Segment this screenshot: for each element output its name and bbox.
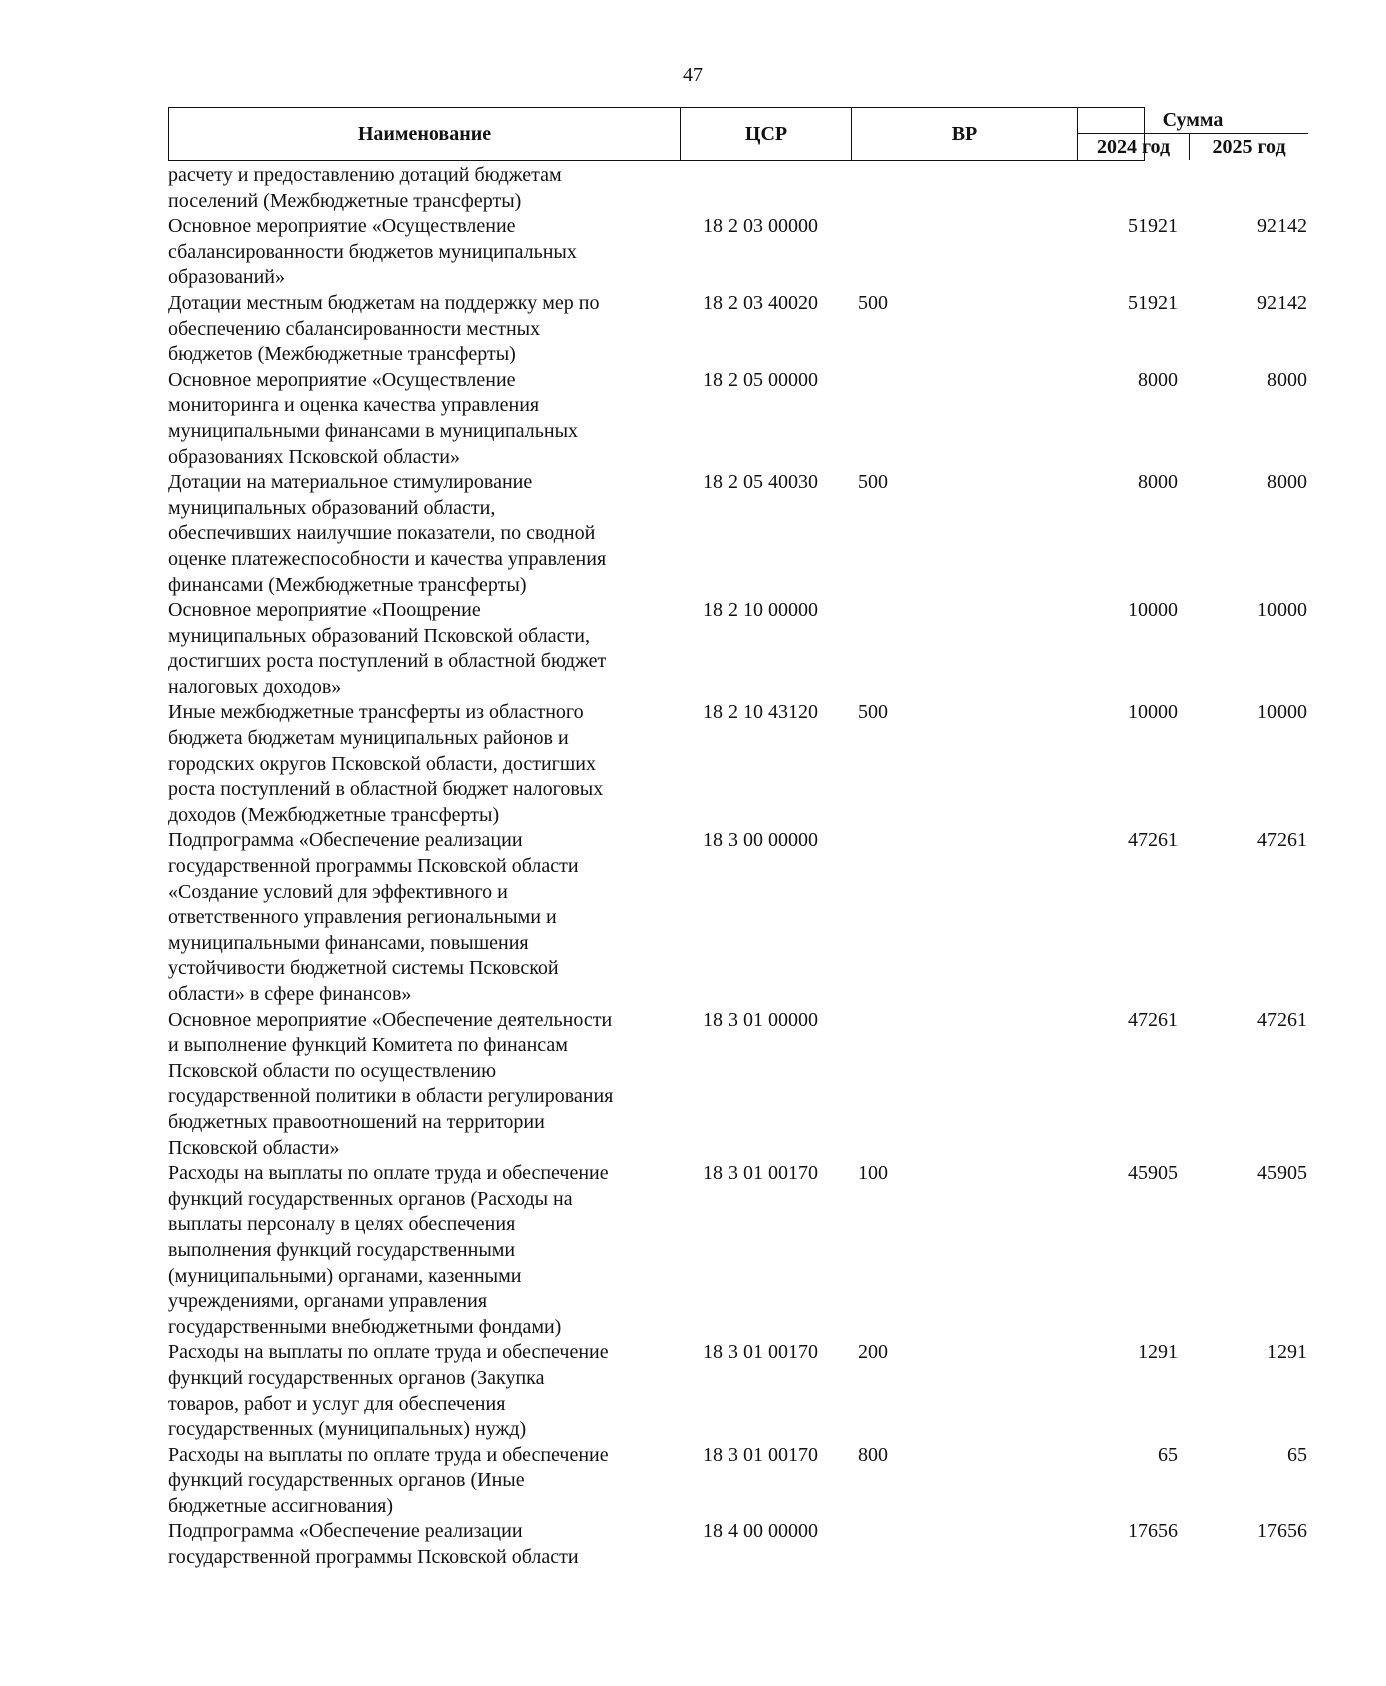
row-sum-2025: 47261	[1257, 1008, 1307, 1031]
row-sum-2025: 92142	[1257, 215, 1307, 238]
row-name: Иные межбюджетные трансферты из областного бюджета бюджетам муниципальных районов и городских округов Псковской области, достигших роста поступлений в областной бюджет налоговых доходов (Межбюджетные трансферты)	[168, 701, 604, 826]
row-sum-2024: 17656	[1128, 1520, 1178, 1543]
header-vr: ВР	[852, 108, 1078, 160]
row-csr: 18 4 00 00000	[703, 1520, 818, 1543]
table-row	[168, 1161, 1307, 1340]
row-sum-2025: 8000	[1267, 368, 1307, 391]
row-csr: 18 3 01 00170	[703, 1341, 818, 1364]
row-sum-2024: 8000	[1138, 368, 1178, 391]
table-row	[168, 598, 1307, 700]
row-vr: 800	[858, 1443, 888, 1466]
row-csr: 18 2 03 00000	[703, 215, 818, 238]
row-sum-2025: 17656	[1257, 1520, 1307, 1543]
row-name: Основное мероприятие «Поощрение муниципальных образований Псковской области, достигших роста поступлений в областной бюджет налоговых доходов»	[168, 599, 607, 698]
row-sum-2024: 8000	[1138, 471, 1178, 494]
row-sum-2024: 51921	[1128, 215, 1178, 238]
row-csr: 18 3 01 00170	[703, 1443, 818, 1466]
row-vr: 500	[858, 701, 888, 724]
row-csr: 18 3 01 00000	[703, 1008, 818, 1031]
table-row	[168, 1008, 1307, 1162]
row-name: Дотации местным бюджетам на поддержку мер по обеспечению сбалансированности местных бюджетов (Межбюджетные трансферты)	[168, 291, 600, 366]
row-csr: 18 2 10 43120	[703, 701, 818, 724]
row-csr: 18 3 01 00170	[703, 1162, 818, 1185]
row-name: расчету и предоставлению дотаций бюджетам поселений (Межбюджетные трансферты)	[168, 164, 562, 212]
row-csr: 18 2 05 00000	[703, 368, 818, 391]
row-sum-2025: 65	[1287, 1443, 1307, 1466]
row-sum-2025: 10000	[1257, 599, 1307, 622]
header-year-2025: 2025 год	[1212, 135, 1286, 158]
table-row	[168, 470, 1307, 598]
table-row	[168, 291, 1307, 368]
row-sum-2024: 10000	[1128, 599, 1178, 622]
row-name: Основное мероприятие «Осуществление сбалансированности бюджетов муниципальных образований»	[168, 215, 577, 289]
row-vr: 500	[858, 291, 888, 314]
row-sum-2025: 8000	[1267, 471, 1307, 494]
row-csr: 18 2 10 00000	[703, 599, 818, 622]
header-year-2024: 2024 год	[1078, 134, 1190, 160]
row-sum-2024: 1291	[1138, 1341, 1178, 1364]
row-name: Расходы на выплаты по оплате труда и обеспечение функций государственных органов (Расходы на выплаты персоналу в целях обеспечения выполнения функций государственными (муниципальными) органами, казенными учреждениями, органами управления государственными внебюджетными фондами)	[168, 1162, 609, 1338]
row-sum-2025: 1291	[1267, 1341, 1307, 1364]
table-row	[168, 163, 1145, 214]
row-sum-2024: 51921	[1128, 291, 1178, 314]
row-name: Основное мероприятие «Осуществление мониторинга и оценка качества управления муниципальными финансами в муниципальных образованиях Псковской области»	[168, 368, 579, 468]
table-row	[168, 1519, 1307, 1570]
row-sum-2024: 45905	[1128, 1162, 1178, 1185]
table-row	[168, 1443, 1307, 1520]
table-row	[168, 700, 1307, 828]
table-row	[168, 214, 1307, 291]
row-vr: 500	[858, 471, 888, 494]
row-name: Дотации на материальное стимулирование муниципальных образований области, обеспечивших наилучшие показатели, по сводной оценке платежеспособности и качества управления финансами (Межбюджетные трансферты)	[168, 471, 607, 596]
row-sum-2024: 65	[1158, 1443, 1178, 1466]
row-sum-2025: 47261	[1257, 829, 1307, 852]
table-body	[168, 163, 1307, 1571]
row-vr: 100	[858, 1162, 888, 1185]
row-name: Подпрограмма «Обеспечение реализации государственной программы Псковской области	[168, 1520, 579, 1569]
row-name: Расходы на выплаты по оплате труда и обеспечение функций государственных органов (Иные бюджетные ассигнования)	[168, 1443, 609, 1517]
row-sum-2025: 45905	[1257, 1162, 1307, 1185]
header-csr: ЦСР	[681, 108, 852, 160]
row-name: Основное мероприятие «Обеспечение деятельности и выполнение функций Комитета по финансам Псковской области по осуществлению государственной политики в области регулирования бюджетных правоотношений на территории Псковской области»	[168, 1008, 614, 1159]
table-row	[168, 1340, 1307, 1442]
row-csr: 18 3 00 00000	[703, 829, 818, 852]
table-header	[168, 107, 1286, 161]
row-vr: 200	[858, 1341, 888, 1364]
row-sum-2024: 10000	[1128, 701, 1178, 724]
row-csr: 18 2 03 40020	[703, 291, 818, 314]
row-sum-2025: 92142	[1257, 291, 1307, 314]
table-row	[168, 828, 1307, 1007]
row-csr: 18 2 05 40030	[703, 471, 818, 494]
row-name: Подпрограмма «Обеспечение реализации государственной программы Псковской области «Создание условий для эффективного и ответственного управления региональными и муниципальными финансами, повышения устойчивости бюджетной системы Псковской области» в сфере финансов»	[168, 829, 579, 1005]
header-sum: Сумма	[1078, 108, 1308, 134]
row-name: Расходы на выплаты по оплате труда и обеспечение функций государственных органов (Закупка товаров, работ и услуг для обеспечения государственных (муниципальных) нужд)	[168, 1341, 609, 1441]
row-sum-2024: 47261	[1128, 829, 1178, 852]
page-number: 47	[683, 64, 703, 86]
row-sum-2024: 47261	[1128, 1008, 1178, 1031]
header-name: Наименование	[169, 108, 681, 160]
row-sum-2025: 10000	[1257, 701, 1307, 724]
table-row	[168, 368, 1307, 470]
